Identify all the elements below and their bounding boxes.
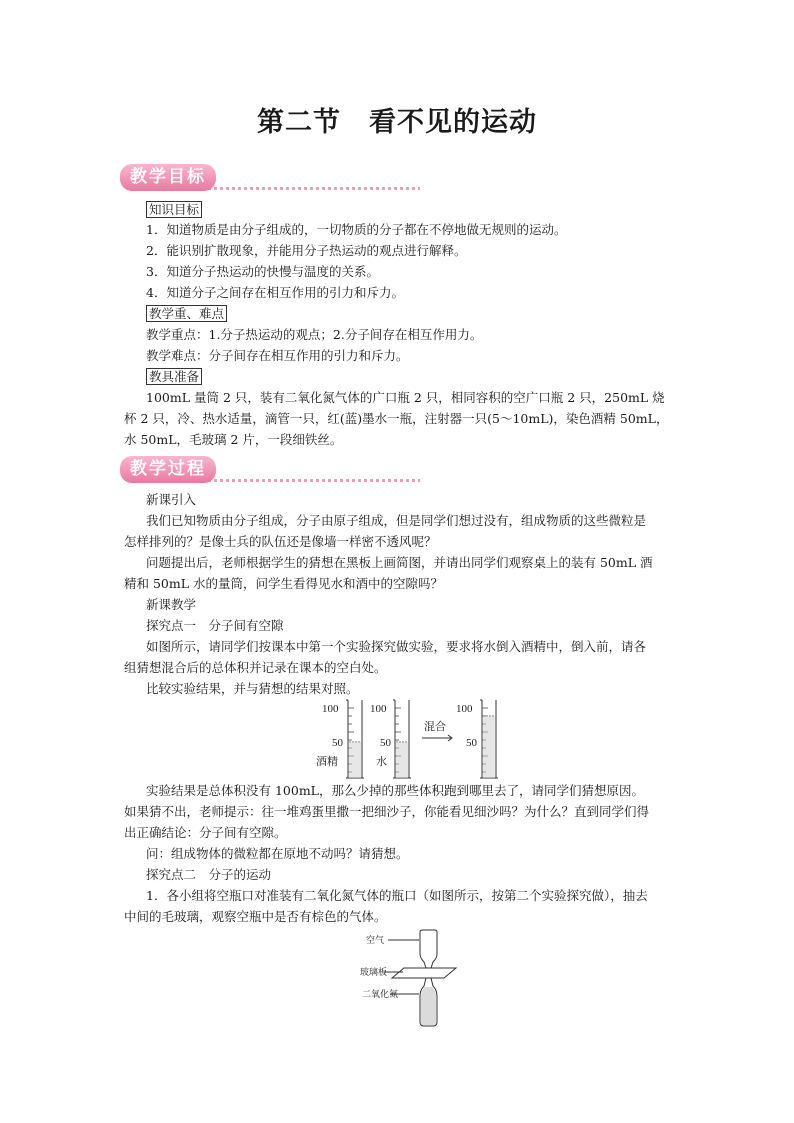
paragraph-line: 问题提出后，老师根据学生的猜想在黑板上画简图，并请出同学们观察桌上的装有 50mL 酒 — [146, 555, 653, 570]
alcohol-label: 酒精 — [316, 756, 338, 768]
paragraph-line: 新课引入 — [146, 492, 197, 507]
paragraph-line: 探究点二 分子的运动 — [146, 867, 272, 882]
paragraph-line: 实验结果是总体积没有 100mL，那么少掉的那些体积跑到哪里去了，请同学们猜想原因。 — [146, 783, 644, 798]
paragraph-line: 新课教学 — [146, 597, 197, 612]
paragraph-line: 探究点一 分子间有空隙 — [146, 618, 284, 633]
paragraph-line: 怎样排列的？是像士兵的队伍还是像墙一样密不透风呢？ — [124, 534, 437, 549]
goal-item: 2．能识别扩散现象，并能用分子热运动的观点进行解释。 — [146, 243, 467, 258]
paragraph-line: 我们已知物质由分子组成，分子由原子组成，但是同学们想过没有，组成物质的这些微粒是 — [146, 513, 647, 528]
section-label: 教学过程 — [120, 456, 216, 483]
section-label: 教学目标 — [120, 164, 216, 191]
keypoints-label: 教学重、难点 — [146, 306, 227, 322]
paragraph-line: 比较实验结果，并与猜想的结果对照。 — [146, 681, 359, 696]
glass-plate-label: 玻璃板 — [360, 967, 388, 977]
paragraph-line: 1．各小组将空瓶口对准装有二氧化氮气体的瓶口（如图所示，按第二个实验探究做），抽去 — [146, 888, 648, 903]
tools-label: 教具准备 — [146, 369, 202, 385]
scale-mark: 50 — [332, 737, 343, 749]
water-label: 水 — [376, 756, 387, 768]
scale-mark: 100 — [322, 703, 339, 715]
section-header-goals — [120, 164, 420, 192]
tools-line: 100mL 量筒 2 只，装有二氧化氮气体的广口瓶 2 只，相同容积的空广口瓶 2 只，250mL 烧 — [146, 390, 665, 405]
diffusion-bottle-figure — [360, 928, 470, 1028]
section-header-process — [120, 456, 420, 484]
goal-item: 4．知道分子之间存在相互作用的引力和斥力。 — [146, 285, 404, 300]
air-label: 空气 — [366, 935, 385, 945]
paragraph-line: 精和 50mL 水的量筒，问学生看得见水和酒中的空隙吗？ — [124, 576, 444, 591]
paragraph-line: 出正确结论：分子间有空隙。 — [124, 825, 287, 840]
tools-line: 水 50mL，毛玻璃 2 片，一段细铁丝。 — [124, 432, 343, 447]
knowledge-goal-label: 知识目标 — [146, 202, 202, 218]
scale-mark: 100 — [370, 703, 387, 715]
goal-item: 1．知道物质是由分子组成的，一切物质的分子都在不停地做无规则的运动。 — [146, 222, 567, 237]
goal-item: 3．知道分子热运动的快慢与温度的关系。 — [146, 264, 379, 279]
cylinder-mixing-figure — [310, 696, 510, 782]
paragraph-line: 如果猜不出，老师提示：往一堆鸡蛋里撒一把细沙子，你能看见细沙吗？为什么？直到同学们得 — [124, 804, 650, 819]
no2-label: 二氧化氮 — [362, 989, 399, 999]
scale-mark: 50 — [380, 737, 391, 749]
paragraph-line: 如图所示，请同学们按课本中第一个实验探究做实验，要求将水倒入酒精中，倒入前，请各 — [146, 639, 647, 654]
paragraph-line: 中间的毛玻璃，观察空瓶中是否有棕色的气体。 — [124, 909, 387, 924]
dotted-rule — [190, 187, 420, 190]
dotted-rule — [190, 479, 420, 482]
paragraph-line: 组猜想混合后的总体积并记录在课本的空白处。 — [124, 660, 387, 675]
scale-mark: 100 — [456, 703, 473, 715]
key-point: 教学重点：1.分子热运动的观点；2.分子间存在相互作用力。 — [146, 327, 483, 342]
page-title: 第二节 看不见的运动 — [257, 107, 537, 138]
mix-label: 混合 — [424, 721, 446, 733]
tools-line: 杯 2 只，冷、热水适量，滴管一只，红(蓝)墨水一瓶，注射器一只(5～10mL)，染色酒精 50mL， — [124, 411, 669, 426]
difficulty: 教学难点：分子间存在相互作用的引力和斥力。 — [146, 348, 409, 363]
scale-mark: 50 — [466, 737, 477, 749]
paragraph-line: 问：组成物体的微粒都在原地不动吗？请猜想。 — [146, 846, 409, 861]
